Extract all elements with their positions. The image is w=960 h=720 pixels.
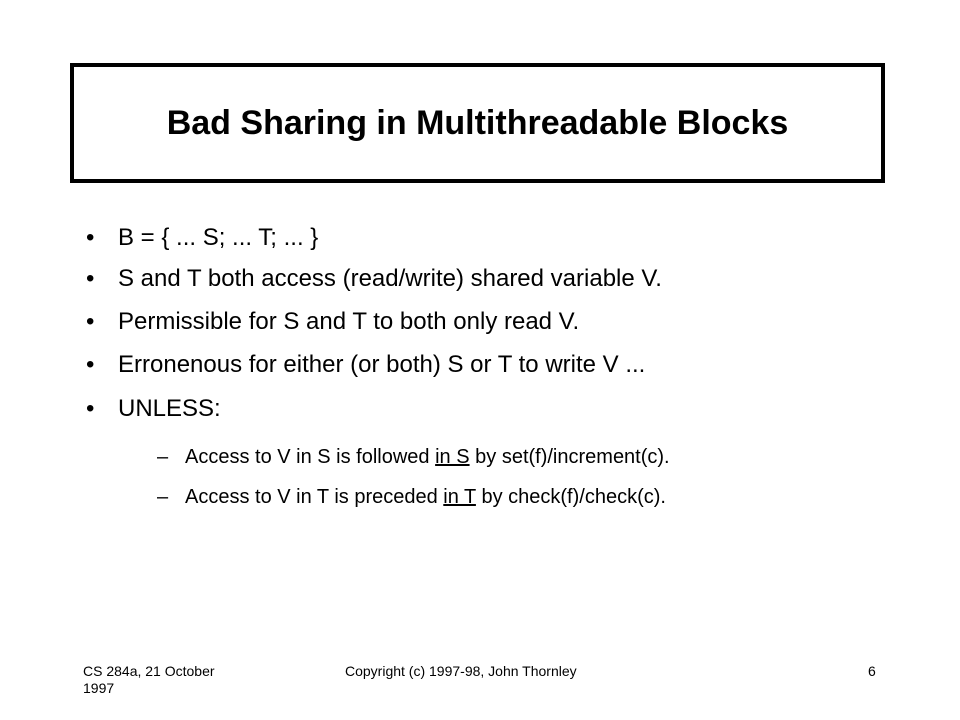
footer-copyright: Copyright (c) 1997-98, John Thornley	[345, 663, 577, 679]
sub-bullet-marker: –	[157, 446, 169, 468]
bullet-text: Erronenous for either (or both) S or T to write V ...	[118, 351, 646, 378]
bullet-text: UNLESS:	[118, 395, 221, 422]
sub-bullet-text-underlined: in T	[443, 486, 476, 508]
bullet-marker: •	[86, 351, 95, 378]
bullet-text: S and T both access (read/write) shared variable V.	[118, 265, 662, 292]
bullet-marker: •	[86, 224, 95, 251]
bullet-marker: •	[86, 265, 95, 292]
bullet-text: Permissible for S and T to both only read V.	[118, 308, 580, 335]
sub-bullet-text-before: Access to V in T is preceded	[185, 486, 444, 508]
footer-page-number: 6	[868, 663, 876, 679]
footer-course-date: CS 284a, 21 October 1997	[83, 663, 215, 696]
sub-bullet-text	[185, 487, 666, 507]
sub-bullet-marker: –	[157, 486, 169, 508]
title-box	[70, 63, 885, 183]
sub-bullet-text	[185, 447, 670, 467]
bullet-marker: •	[86, 308, 95, 335]
sub-bullet-text-underlined: in S	[435, 446, 470, 468]
sub-bullet-text-after: by check(f)/check(c).	[475, 486, 666, 508]
sub-bullet-text-after: by set(f)/increment(c).	[469, 446, 670, 468]
sub-bullet-text-before: Access to V in S is followed	[185, 446, 436, 468]
bullet-marker: •	[86, 395, 95, 422]
bullet-text: B = { ... S; ... T; ... }	[118, 224, 319, 251]
slide-title: Bad Sharing in Multithreadable Blocks	[166, 104, 789, 142]
